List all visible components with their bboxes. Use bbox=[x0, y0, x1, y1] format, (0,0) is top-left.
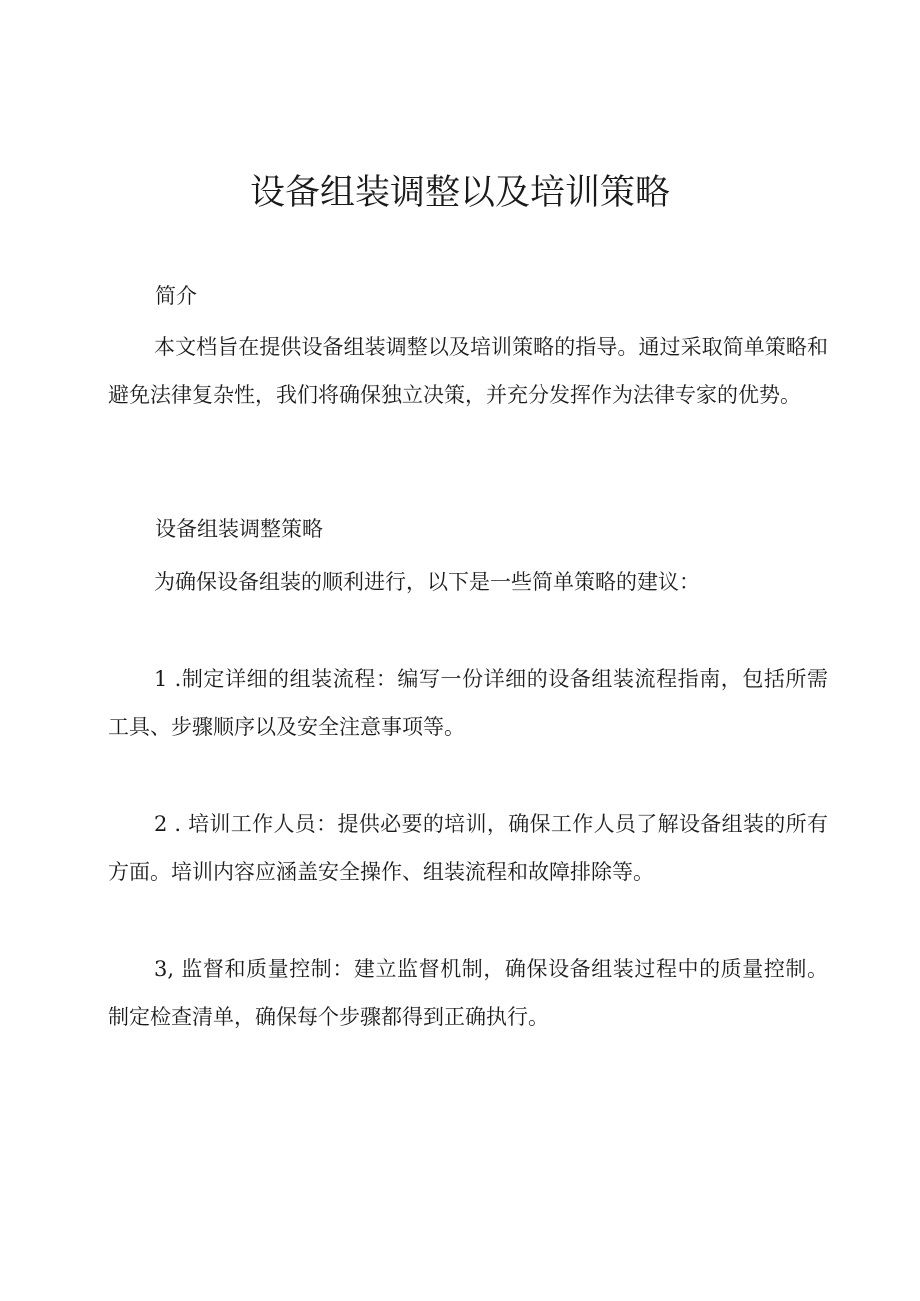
intro-paragraph: 本文档旨在提供设备组装调整以及培训策略的指导。通过采取简单策略和避免法律复杂性，我们将确保独立决策，并充分发挥作为法律专家的优势。 bbox=[108, 335, 828, 407]
intro-heading: 简介 bbox=[155, 284, 197, 308]
strategy-lead-paragraph: 为确保设备组装的顺利进行，以下是一些简单策略的建议： bbox=[154, 570, 700, 594]
document-title: 设备组装调整以及培训策略 bbox=[249, 173, 670, 213]
strategy-item: 3, 监督和质量控制：建立监督机制，确保设备组装过程中的质量控制。制定检查清单，确保每个步骤都得到正确执行。 bbox=[108, 957, 828, 1029]
strategy-item: 1 .制定详细的组装流程：编写一份详细的设备组装流程指南，包括所需工具、步骤顺序以及安全注意事项等。 bbox=[108, 667, 828, 739]
strategy-item: 2 . 培训工作人员：提供必要的培训，确保工作人员了解设备组装的所有方面。培训内容应涵盖安全操作、组装流程和故障排除等。 bbox=[108, 812, 828, 884]
strategy-heading: 设备组装调整策略 bbox=[155, 517, 323, 541]
